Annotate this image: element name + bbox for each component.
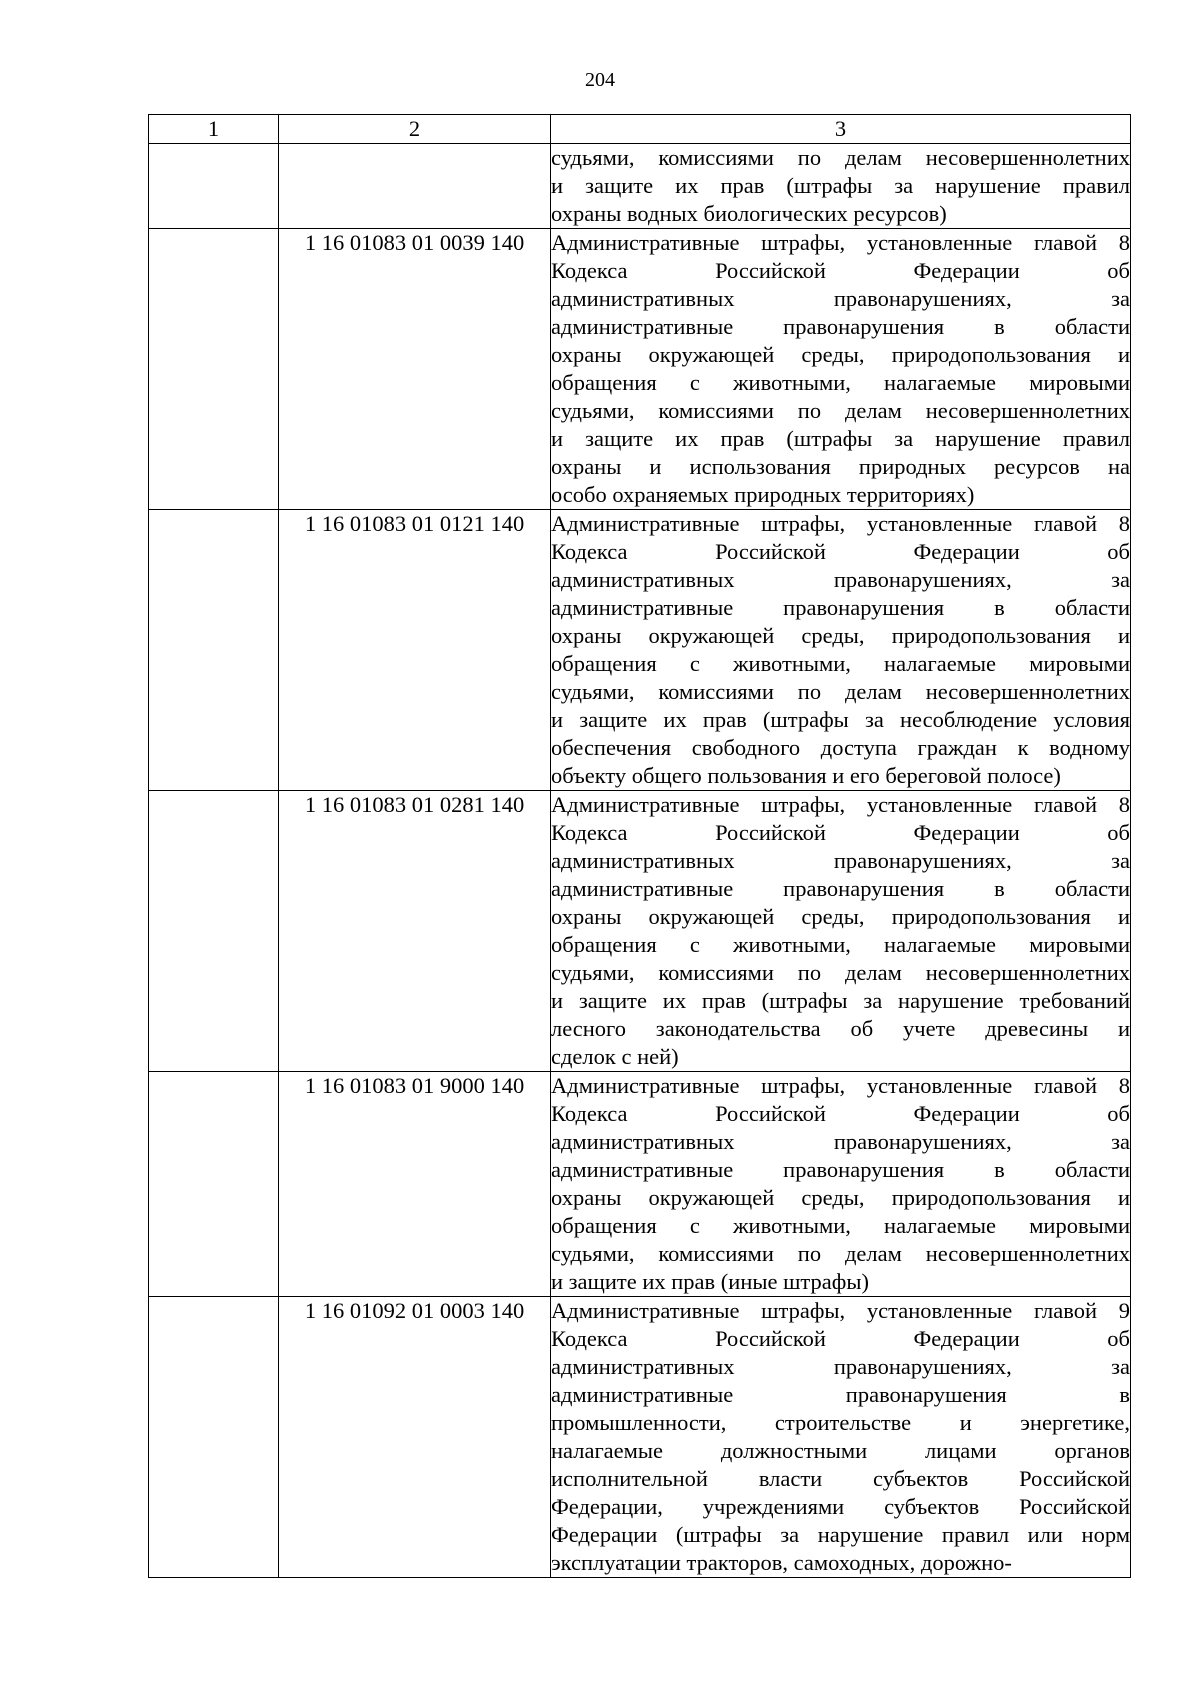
- document-table: [148, 114, 1131, 1578]
- description-line: административные правонарушения в области: [551, 876, 1130, 901]
- table-header-row: [149, 115, 1131, 144]
- description-line: промышленности, строительстве и энергетике,: [551, 1410, 1130, 1435]
- cell-column-1: [149, 1072, 279, 1297]
- description-line: налагаемые должностными лицами органов: [551, 1438, 1130, 1463]
- table-row: [149, 1072, 1131, 1297]
- description-line: судьями, комиссиями по делам несовершеннолетних: [551, 679, 1130, 704]
- description-line: объекту общего пользования и его береговой полосе): [551, 763, 1061, 788]
- page-number: 204: [585, 69, 615, 91]
- description-line: охраны водных биологических ресурсов): [551, 201, 947, 226]
- description-line: административных правонарушениях, за: [551, 1354, 1130, 1379]
- description-line: Федерации, учреждениями субъектов Российской: [551, 1494, 1130, 1519]
- description-line: обращения с животными, налагаемые мировыми: [551, 1213, 1130, 1238]
- description-line: судьями, комиссиями по делам несовершеннолетних: [551, 960, 1130, 985]
- cell-column-1: [149, 791, 279, 1072]
- description-line: охраны окружающей среды, природопользования и: [551, 342, 1130, 367]
- cell-column-1: [149, 229, 279, 510]
- description-line: административные правонарушения в области: [551, 1157, 1130, 1182]
- description-line: лесного законодательства об учете древесины и: [551, 1016, 1130, 1041]
- table-body: [149, 115, 1131, 1578]
- description-line: обращения с животными, налагаемые мировыми: [551, 651, 1130, 676]
- description-cell: [551, 1072, 1131, 1297]
- description-line: административных правонарушениях, за: [551, 848, 1130, 873]
- table-row: [149, 144, 1131, 229]
- description-line: административные правонарушения в области: [551, 314, 1130, 339]
- description-line: судьями, комиссиями по делам несовершеннолетних: [551, 398, 1130, 423]
- header-cell-2: 2: [279, 115, 551, 144]
- description-line: и защите их прав (штрафы за нарушение правил: [551, 426, 1130, 451]
- income-code-cell: 1 16 01083 01 0281 140: [279, 791, 551, 1072]
- description-cell: [551, 229, 1131, 510]
- description-line: охраны окружающей среды, природопользования и: [551, 623, 1130, 648]
- description-line: исполнительной власти субъектов Российской: [551, 1466, 1130, 1491]
- description-line: административных правонарушениях, за: [551, 286, 1130, 311]
- description-line: административные правонарушения в области: [551, 595, 1130, 620]
- description-line: Кодекса Российской Федерации об: [551, 539, 1130, 564]
- description-line: административных правонарушениях, за: [551, 1129, 1130, 1154]
- description-line: административные правонарушения в: [551, 1382, 1130, 1407]
- description-line: Административные штрафы, установленные главой 8: [551, 792, 1130, 817]
- description-line: и защите их прав (штрафы за нарушение требований: [551, 988, 1130, 1013]
- header-cell-1: 1: [149, 115, 279, 144]
- description-line: особо охраняемых природных территориях): [551, 482, 975, 507]
- description-line: охраны окружающей среды, природопользования и: [551, 1185, 1130, 1210]
- description-line: сделок с ней): [551, 1044, 679, 1069]
- description-line: обращения с животными, налагаемые мировыми: [551, 370, 1130, 395]
- description-line: обеспечения свободного доступа граждан к водному: [551, 735, 1130, 760]
- cell-column-1: [149, 1297, 279, 1578]
- table-row: [149, 1297, 1131, 1578]
- description-line: Кодекса Российской Федерации об: [551, 820, 1130, 845]
- income-code-cell: [279, 144, 551, 229]
- description-line: эксплуатации тракторов, самоходных, дорожно-: [551, 1550, 1012, 1575]
- cell-column-1: [149, 510, 279, 791]
- income-code-cell: 1 16 01092 01 0003 140: [279, 1297, 551, 1578]
- table-row: [149, 510, 1131, 791]
- description-line: Федерации (штрафы за нарушение правил или норм: [551, 1522, 1130, 1547]
- description-line: судьями, комиссиями по делам несовершеннолетних: [551, 145, 1130, 170]
- description-cell: [551, 1297, 1131, 1578]
- table-row: [149, 791, 1131, 1072]
- description-cell: [551, 144, 1131, 229]
- description-line: Кодекса Российской Федерации об: [551, 258, 1130, 283]
- description-line: и защите их прав (штрафы за несоблюдение условия: [551, 707, 1130, 732]
- description-line: и защите их прав (штрафы за нарушение правил: [551, 173, 1130, 198]
- description-cell: [551, 510, 1131, 791]
- description-line: Кодекса Российской Федерации об: [551, 1101, 1130, 1126]
- description-line: обращения с животными, налагаемые мировыми: [551, 932, 1130, 957]
- income-code-cell: 1 16 01083 01 9000 140: [279, 1072, 551, 1297]
- description-line: Кодекса Российской Федерации об: [551, 1326, 1130, 1351]
- description-line: судьями, комиссиями по делам несовершеннолетних: [551, 1241, 1130, 1266]
- income-code-cell: 1 16 01083 01 0039 140: [279, 229, 551, 510]
- description-line: Административные штрафы, установленные главой 9: [551, 1298, 1130, 1323]
- description-line: Административные штрафы, установленные главой 8: [551, 1073, 1130, 1098]
- header-cell-3: 3: [551, 115, 1131, 144]
- cell-column-1: [149, 144, 279, 229]
- description-line: охраны окружающей среды, природопользования и: [551, 904, 1130, 929]
- description-line: охраны и использования природных ресурсов на: [551, 454, 1130, 479]
- description-line: административных правонарушениях, за: [551, 567, 1130, 592]
- description-line: Административные штрафы, установленные главой 8: [551, 230, 1130, 255]
- description-line: и защите их прав (иные штрафы): [551, 1269, 869, 1294]
- table-row: [149, 229, 1131, 510]
- description-line: Административные штрафы, установленные главой 8: [551, 511, 1130, 536]
- description-cell: [551, 791, 1131, 1072]
- income-code-cell: 1 16 01083 01 0121 140: [279, 510, 551, 791]
